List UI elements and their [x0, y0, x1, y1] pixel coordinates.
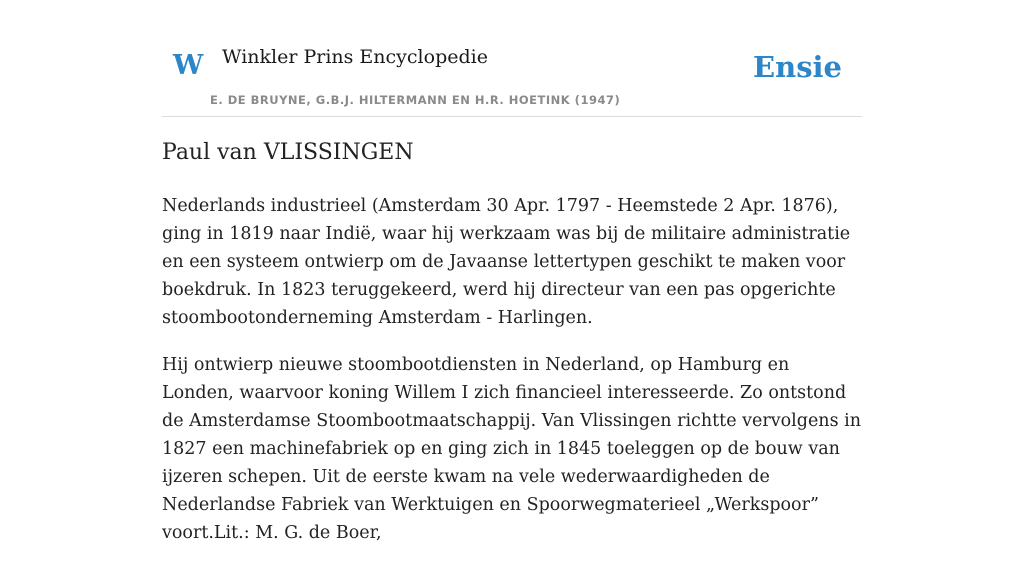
- article-body: [162, 192, 862, 566]
- article-paragraph: Hij ontwierp nieuwe stoombootdiensten in Nederland, op Hamburg en Londen, waarvoor koning Willem I zich financieel interesseerde. Zo ontstond de Amsterdamse Stoombootmaatschappij. Van Vlissingen richtte vervolgens in 1827 een machinefabriek op en ging zich in 1845 toeleggen op de bouw van ijzeren schepen. Uit de eerste kwam na vele wederwaardigheden de Nederlandse Fabriek van Werktuigen en Spoorwegmaterieel „Werkspoor” voort.Lit.: M. G. de Boer,: [162, 355, 861, 543]
- content-container: [162, 0, 862, 543]
- article-title: Paul van VLISSINGEN: [162, 140, 414, 165]
- ensie-logo[interactable]: Ensie: [753, 50, 842, 84]
- winkler-prins-logo[interactable]: W: [173, 50, 204, 81]
- source-title[interactable]: Winkler Prins Encyclopedie: [222, 46, 488, 68]
- source-authors: E. DE BRUYNE, G.B.J. HILTERMANN EN H.R. HOETINK (1947): [210, 93, 621, 107]
- article-paragraph: Nederlands industrieel (Amsterdam 30 Apr. 1797 - Heemstede 2 Apr. 1876), ging in 1819 naar Indië, waar hij werkzaam was bij de militaire administratie en een systeem ontwierp om de Javaanse lettertypen geschikt te maken voor boekdruk. In 1823 teruggekeerd, werd hij directeur van een pas opgerichte stoombootonderneming Amsterdam - Harlingen.: [162, 196, 851, 328]
- source-header: [162, 0, 862, 117]
